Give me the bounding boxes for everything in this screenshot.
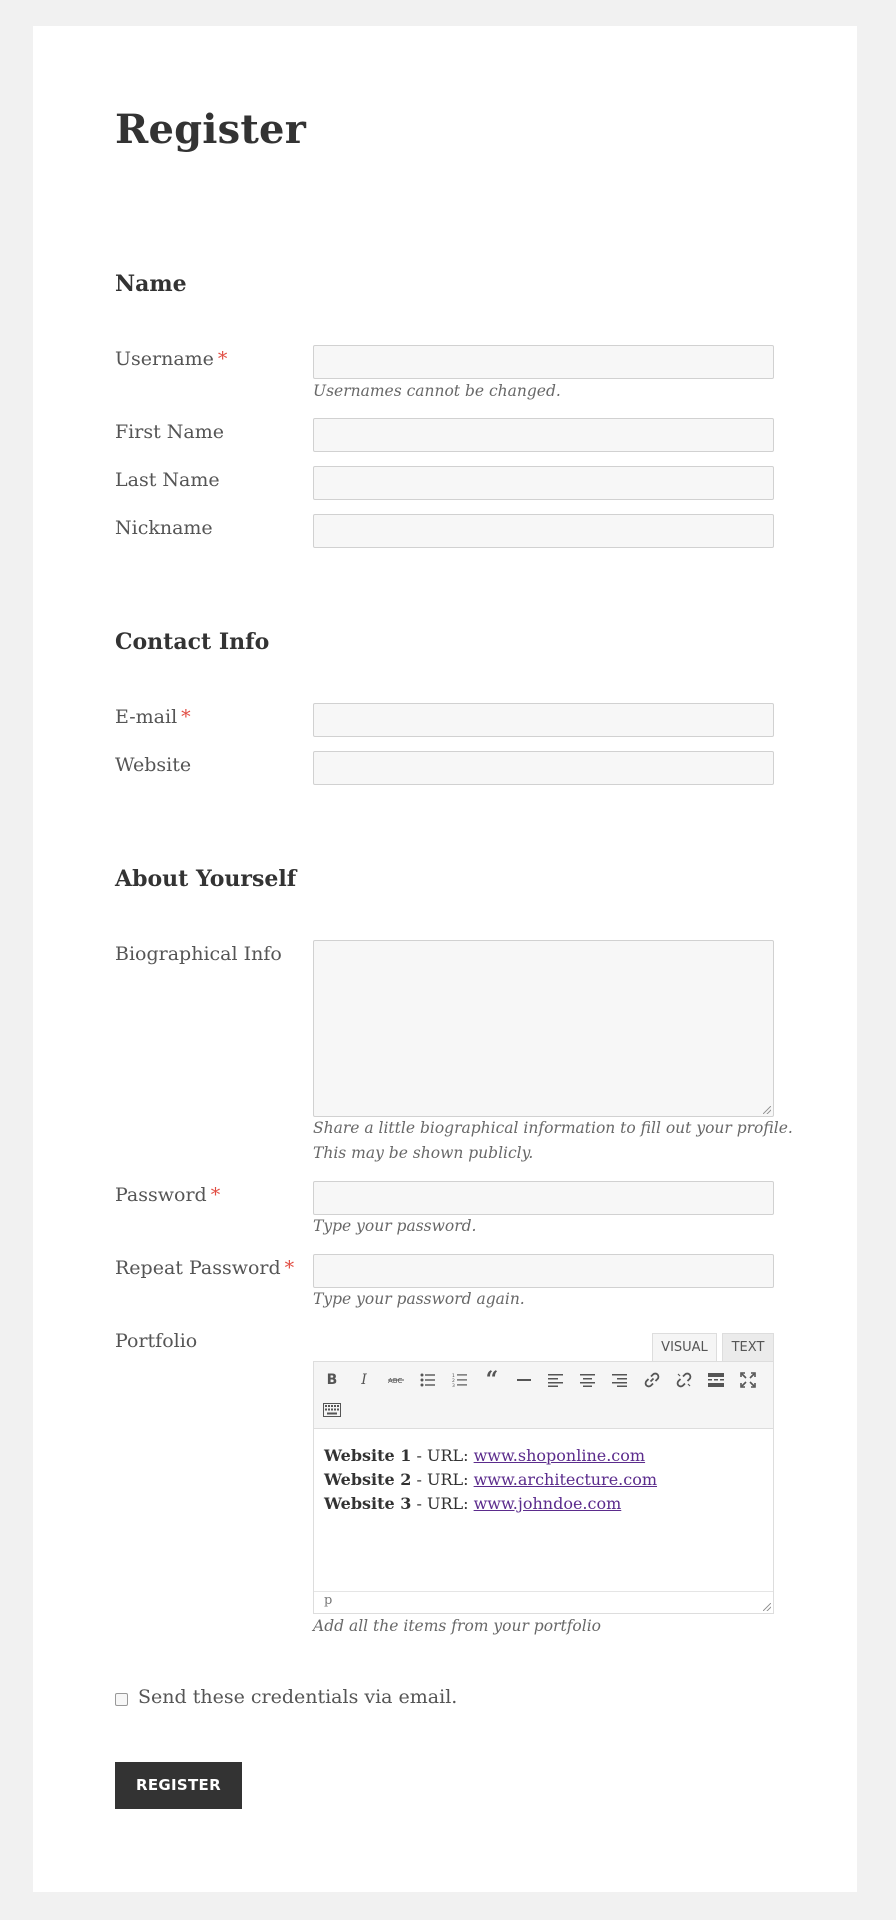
repeat-password-field[interactable] [313, 1254, 774, 1288]
password-hint: Type your password. [313, 1217, 477, 1235]
read-more-icon[interactable] [704, 1368, 728, 1392]
portfolio-editor[interactable] [313, 1361, 774, 1614]
bio-textarea[interactable] [313, 940, 774, 1117]
username-field[interactable] [313, 345, 774, 379]
portfolio-item: Website 1 - URL: www.shoponline.com [324, 1446, 646, 1465]
svg-text:1: 1 [452, 1374, 455, 1379]
email-label: E-mail * [115, 706, 191, 728]
italic-icon[interactable]: I [361, 1372, 367, 1388]
strikethrough-icon[interactable] [384, 1368, 408, 1392]
bio-label: Biographical Info [115, 943, 282, 965]
svg-text:3: 3 [452, 1384, 455, 1387]
password-label: Password * [115, 1184, 221, 1206]
email-field[interactable] [313, 703, 774, 737]
tab-visual[interactable]: VISUAL [652, 1333, 717, 1362]
fullscreen-icon[interactable] [736, 1368, 760, 1392]
first-name-label: First Name [115, 421, 224, 443]
editor-statusbar [314, 1591, 773, 1613]
link-icon[interactable] [640, 1368, 664, 1392]
section-heading-contact: Contact Info [115, 629, 270, 655]
last-name-field[interactable] [313, 466, 774, 500]
password-field[interactable] [313, 1181, 774, 1215]
section-heading-about: About Yourself [115, 866, 297, 892]
last-name-label: Last Name [115, 469, 220, 491]
first-name-field[interactable] [313, 418, 774, 452]
website-field[interactable] [313, 751, 774, 785]
toolbar-toggle-icon[interactable] [320, 1398, 344, 1422]
nickname-field[interactable] [313, 514, 774, 548]
required-marker: * [210, 1184, 221, 1206]
editor-resize-handle[interactable] [763, 1603, 771, 1611]
repeat-password-hint: Type your password again. [313, 1290, 525, 1308]
portfolio-link[interactable]: www.shoponline.com [473, 1446, 646, 1465]
numbered-list-icon[interactable] [448, 1368, 472, 1392]
portfolio-link[interactable]: www.johndoe.com [473, 1494, 622, 1513]
align-center-icon[interactable] [576, 1368, 600, 1392]
repeat-password-label: Repeat Password * [115, 1257, 295, 1279]
svg-text:ABC: ABC [388, 1377, 403, 1385]
editor-content[interactable] [324, 1444, 657, 1516]
portfolio-item: Website 2 - URL: www.architecture.com [324, 1470, 658, 1489]
portfolio-link[interactable]: www.architecture.com [473, 1470, 658, 1489]
align-left-icon[interactable] [544, 1368, 568, 1392]
portfolio-label: Portfolio [115, 1330, 198, 1352]
bullet-list-icon[interactable] [416, 1368, 440, 1392]
send-credentials-checkbox[interactable] [115, 1693, 128, 1706]
nickname-label: Nickname [115, 517, 213, 539]
portfolio-hint: Add all the items from your portfolio [313, 1617, 602, 1635]
username-label: Username * [115, 348, 228, 370]
required-marker: * [284, 1257, 295, 1279]
tab-text[interactable]: TEXT [722, 1333, 774, 1362]
horizontal-rule-icon[interactable] [512, 1368, 536, 1392]
svg-text:2: 2 [452, 1379, 455, 1384]
website-label: Website [115, 754, 192, 776]
required-marker: * [217, 348, 228, 370]
register-button[interactable]: REGISTER [115, 1762, 242, 1809]
username-hint: Usernames cannot be changed. [313, 382, 561, 400]
bio-hint: Share a little biographical information to fill out your profile. This may be shown publicly. [313, 1119, 793, 1162]
element-path[interactable]: p [324, 1593, 333, 1608]
unlink-icon[interactable] [672, 1368, 696, 1392]
editor-toolbar [314, 1362, 773, 1429]
section-heading-name: Name [115, 271, 187, 297]
blockquote-icon[interactable]: “ [485, 1367, 499, 1393]
portfolio-item: Website 3 - URL: www.johndoe.com [324, 1494, 622, 1513]
align-right-icon[interactable] [608, 1368, 632, 1392]
send-credentials-label[interactable]: Send these credentials via email. [138, 1686, 458, 1708]
page-title: Register [115, 106, 306, 153]
bold-icon[interactable]: B [326, 1372, 338, 1388]
resize-handle[interactable] [763, 1106, 771, 1114]
required-marker: * [181, 706, 191, 728]
